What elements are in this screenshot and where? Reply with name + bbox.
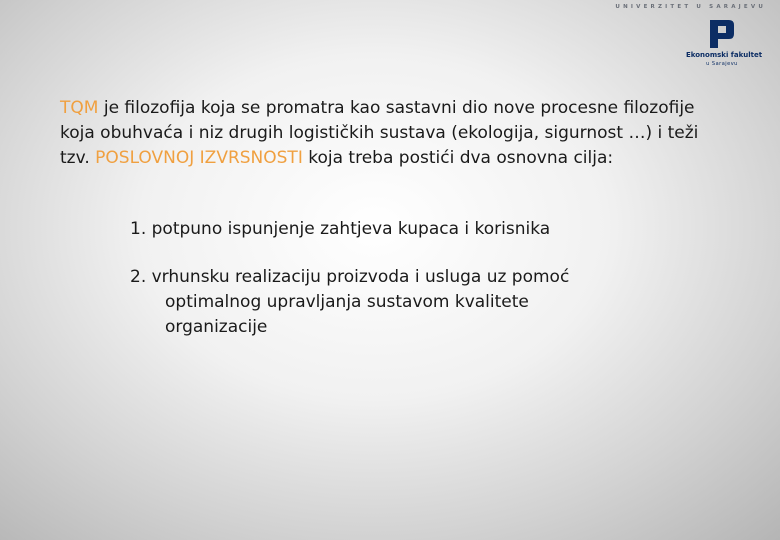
faculty-logo-icon bbox=[710, 20, 734, 48]
goal-item-1: 1. potpuno ispunjenje zahtjeva kupaca i korisnika bbox=[130, 219, 551, 239]
logo-faculty-name: Ekonomski fakultet bbox=[686, 51, 763, 59]
main-paragraph bbox=[60, 96, 700, 171]
faculty-logo bbox=[686, 20, 763, 72]
university-header: UNIVERZITET U SARAJEVU bbox=[615, 4, 766, 10]
business-excellence-term: POSLOVNOJ IZVRSNOSTI bbox=[95, 148, 303, 168]
paragraph-text-part1: je filozofija koja se promatra kao sastavni dio nove procesne filozofije koja obuhvaća i niz drugih logističkih sustava (ekologija, sigurnost …) i teži tzv. bbox=[60, 98, 699, 168]
logo-city: u Sarajevu bbox=[706, 61, 738, 67]
goal-item-2: 2. vrhunsku realizaciju proizvoda i usluga uz pomoć optimalnog upravljanja sustavom kvalitete organizacije bbox=[130, 267, 570, 337]
paragraph-text-part2: koja treba postići dva osnovna cilja: bbox=[302, 148, 614, 168]
tqm-term: TQM bbox=[60, 98, 99, 118]
